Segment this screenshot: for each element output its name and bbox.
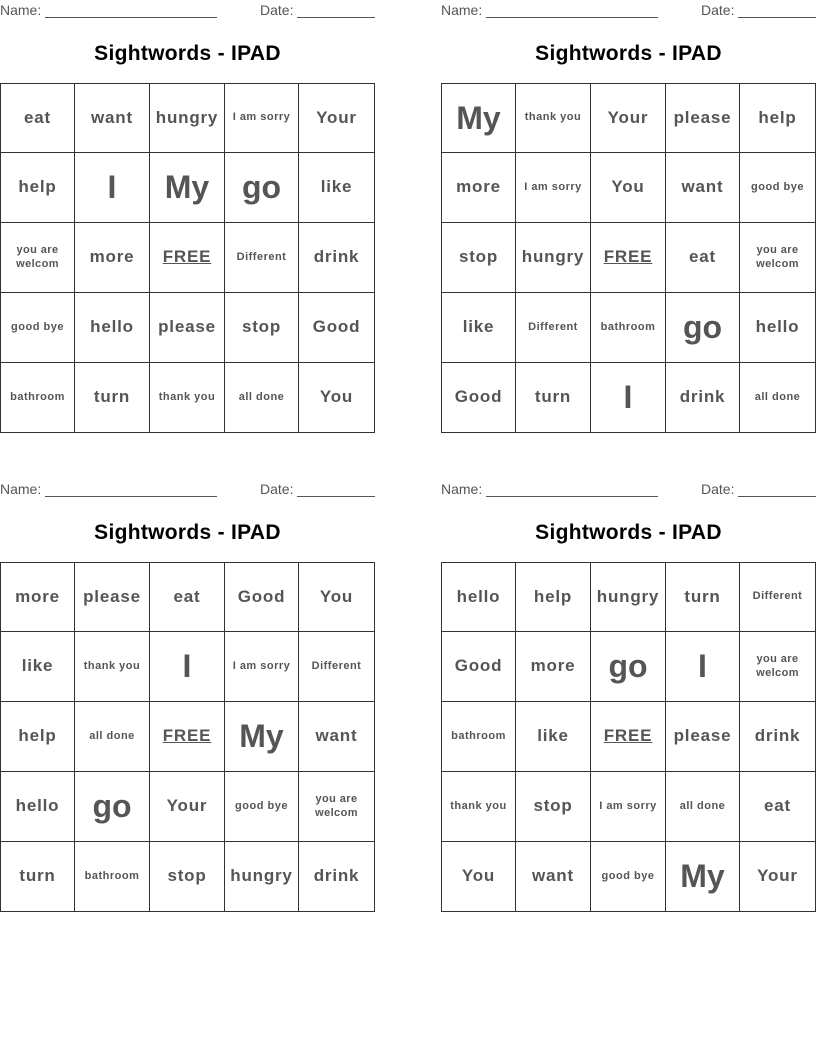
sight-word: Your — [607, 107, 649, 127]
sight-word: My — [239, 718, 284, 755]
sight-word: stop — [167, 866, 207, 886]
sight-word: I am sorry — [232, 659, 291, 672]
bingo-cell — [591, 153, 666, 223]
sight-word: good bye — [11, 320, 64, 333]
date-line — [738, 496, 816, 497]
bingo-cell — [441, 83, 516, 153]
sight-word: My — [164, 169, 210, 206]
sight-word: like — [320, 177, 353, 197]
bingo-cell — [299, 83, 375, 153]
sight-word: thank you — [450, 799, 507, 812]
bingo-cell — [225, 632, 299, 702]
bingo-cell — [225, 223, 299, 293]
bingo-cell — [516, 223, 591, 293]
sight-word: want — [315, 726, 358, 746]
sight-word: You — [461, 866, 496, 886]
bingo-cell — [516, 842, 591, 912]
name-date-row — [0, 481, 375, 499]
bingo-cell — [740, 83, 816, 153]
bingo-cell — [591, 562, 666, 632]
bingo-cell — [441, 223, 516, 293]
bingo-cell — [150, 562, 225, 632]
bingo-cell — [591, 83, 666, 153]
card-title: Sightwords - IPAD — [94, 42, 281, 65]
bingo-cell — [591, 223, 666, 293]
bingo-cell — [0, 223, 75, 293]
date-line — [297, 17, 375, 18]
sight-word: help — [18, 177, 57, 197]
bingo-cell — [441, 363, 516, 433]
sight-word: I — [623, 379, 633, 416]
sight-word: hello — [456, 586, 501, 606]
bingo-cell — [0, 293, 75, 363]
sight-word: stop — [458, 247, 499, 267]
bingo-cell — [150, 772, 225, 842]
bingo-cell — [75, 83, 150, 153]
bingo-cell — [0, 772, 75, 842]
bingo-cell — [225, 293, 299, 363]
sight-word: eat — [764, 796, 791, 816]
bingo-cell — [516, 562, 591, 632]
bingo-cell — [0, 363, 75, 433]
sight-word: hello — [90, 317, 134, 337]
sight-word: go — [682, 309, 723, 346]
bingo-cell — [150, 702, 225, 772]
sight-word: turn — [534, 387, 572, 407]
bingo-cell — [441, 153, 516, 223]
sight-word: Good — [237, 586, 286, 606]
bingo-cell — [150, 83, 225, 153]
sight-word: help — [18, 726, 57, 746]
sight-word: more — [89, 247, 135, 267]
bingo-cell — [516, 83, 591, 153]
sight-word: more — [456, 177, 501, 197]
sight-word: turn — [19, 866, 56, 886]
bingo-grid — [0, 562, 375, 912]
sight-word: My — [456, 99, 501, 136]
sight-word: good bye — [751, 180, 804, 193]
bingo-cell — [225, 83, 299, 153]
sight-word: drink — [313, 247, 360, 267]
sight-word: I am sorry — [232, 111, 291, 124]
bingo-cell — [150, 632, 225, 702]
sight-word: I — [182, 648, 192, 685]
sight-word: go — [241, 169, 282, 206]
sight-word: help — [758, 107, 797, 127]
bingo-cell — [75, 632, 150, 702]
bingo-cell — [666, 293, 740, 363]
sight-word: you are welcom — [16, 244, 59, 270]
sight-word: all done — [89, 729, 135, 742]
sight-word: Good — [454, 387, 503, 407]
free-space-label: FREE — [603, 247, 653, 267]
sight-word: You — [611, 177, 645, 197]
bingo-cell — [441, 562, 516, 632]
sight-word: turn — [93, 387, 131, 407]
bingo-cell — [299, 153, 375, 223]
bingo-cell — [150, 153, 225, 223]
bingo-grid — [0, 83, 375, 433]
sight-word: I am sorry — [524, 180, 582, 193]
bingo-cell — [740, 772, 816, 842]
bingo-cell — [75, 702, 150, 772]
sight-word: all done — [754, 390, 801, 403]
name-line — [486, 496, 658, 497]
bingo-cell — [150, 363, 225, 433]
date-label: Date: — [701, 2, 735, 18]
bingo-cell — [299, 702, 375, 772]
bingo-cell — [666, 842, 740, 912]
bingo-cell — [299, 842, 375, 912]
bingo-cell — [75, 772, 150, 842]
sight-word: Good — [312, 317, 361, 337]
bingo-cell — [299, 293, 375, 363]
sight-word: drink — [313, 866, 360, 886]
bingo-cell — [740, 632, 816, 702]
bingo-cell — [740, 153, 816, 223]
name-date-row — [0, 2, 375, 20]
bingo-cell — [591, 702, 666, 772]
name-label: Name: — [441, 2, 483, 18]
sight-word: help — [533, 586, 573, 606]
bingo-cell — [299, 363, 375, 433]
sight-word: eat — [689, 247, 716, 267]
sight-word: want — [91, 107, 133, 127]
sight-word: you are welcom — [756, 653, 799, 679]
sight-word: turn — [684, 586, 721, 606]
card-title: Sightwords - IPAD — [535, 521, 722, 544]
sight-word: bathroom — [600, 320, 656, 333]
sight-word: drink — [754, 726, 801, 746]
name-label: Name: — [441, 481, 483, 497]
bingo-cell — [225, 363, 299, 433]
sight-word: more — [530, 656, 576, 676]
sight-word: eat — [24, 107, 51, 127]
name-line — [45, 17, 217, 18]
sight-word: Different — [528, 320, 578, 333]
name-label: Name: — [0, 2, 42, 18]
bingo-cell — [150, 293, 225, 363]
bingo-cell — [516, 293, 591, 363]
sight-word: you are welcom — [315, 793, 358, 819]
sight-word: hungry — [596, 586, 660, 606]
bingo-cell — [441, 702, 516, 772]
bingo-cell — [299, 772, 375, 842]
sight-word: like — [462, 317, 495, 337]
sight-word: hungry — [230, 866, 293, 886]
sight-word: please — [673, 107, 732, 127]
bingo-cell — [75, 562, 150, 632]
sight-word: bathroom — [451, 729, 506, 742]
sight-word: more — [15, 586, 60, 606]
bingo-cell — [0, 702, 75, 772]
bingo-cell — [0, 632, 75, 702]
bingo-cell — [75, 363, 150, 433]
bingo-cell — [299, 223, 375, 293]
sight-word: Your — [166, 796, 208, 816]
bingo-cell — [299, 562, 375, 632]
name-date-row — [441, 481, 816, 499]
name-line — [45, 496, 217, 497]
bingo-cell — [150, 842, 225, 912]
sight-word: good bye — [601, 869, 655, 882]
bingo-cell — [0, 83, 75, 153]
sight-word: hello — [15, 796, 60, 816]
sight-word: I — [698, 648, 707, 685]
bingo-cell — [0, 842, 75, 912]
sight-word: want — [532, 866, 574, 886]
bingo-cell — [75, 153, 150, 223]
bingo-cell — [225, 772, 299, 842]
bingo-cell — [0, 562, 75, 632]
sight-word: go — [608, 648, 648, 685]
bingo-cell — [441, 842, 516, 912]
bingo-cell — [740, 842, 816, 912]
card-title: Sightwords - IPAD — [535, 42, 722, 65]
name-date-row — [441, 2, 816, 20]
bingo-cell — [225, 702, 299, 772]
bingo-cell — [441, 632, 516, 702]
bingo-cell — [516, 702, 591, 772]
card-title: Sightwords - IPAD — [94, 521, 281, 544]
bingo-grid — [441, 83, 816, 433]
bingo-cell — [740, 562, 816, 632]
sight-word: like — [21, 656, 54, 676]
bingo-cell — [666, 223, 740, 293]
date-label: Date: — [701, 481, 735, 497]
bingo-cell — [666, 702, 740, 772]
bingo-cell — [740, 363, 816, 433]
bingo-cell — [666, 772, 740, 842]
sight-word: thank you — [158, 390, 216, 403]
sight-word: bathroom — [84, 869, 140, 882]
name-line — [486, 17, 658, 18]
sight-word: eat — [173, 586, 201, 606]
bingo-cell — [591, 632, 666, 702]
bingo-cell — [225, 842, 299, 912]
name-label: Name: — [0, 481, 42, 497]
sight-word: thank you — [83, 659, 141, 672]
sight-word: drink — [679, 387, 726, 407]
sight-word: Different — [236, 250, 287, 263]
sight-word: Your — [316, 107, 357, 127]
sight-word: hungry — [521, 247, 585, 267]
bingo-cell — [516, 632, 591, 702]
sight-word: stop — [241, 317, 282, 337]
bingo-cell — [591, 842, 666, 912]
date-line — [297, 496, 375, 497]
date-label: Date: — [260, 2, 294, 18]
bingo-cell — [225, 153, 299, 223]
sight-word: Different — [311, 659, 362, 672]
bingo-cell — [591, 293, 666, 363]
bingo-cell — [225, 562, 299, 632]
free-space-label: FREE — [162, 247, 212, 267]
sight-word: hungry — [155, 107, 219, 127]
bingo-cell — [740, 293, 816, 363]
sight-word: like — [537, 726, 569, 746]
free-space-label: FREE — [162, 726, 212, 746]
bingo-cell — [666, 153, 740, 223]
sight-word: all done — [238, 390, 285, 403]
sight-word: want — [681, 177, 724, 197]
bingo-cell — [516, 153, 591, 223]
sight-word: Good — [454, 656, 503, 676]
bingo-cell — [75, 842, 150, 912]
date-line — [738, 17, 816, 18]
bingo-cell — [299, 632, 375, 702]
bingo-cell — [150, 223, 225, 293]
bingo-grid — [441, 562, 816, 912]
bingo-cell — [740, 223, 816, 293]
sight-word: stop — [533, 796, 573, 816]
sight-word: go — [92, 788, 132, 825]
bingo-cell — [441, 772, 516, 842]
bingo-cell — [666, 83, 740, 153]
sight-word: all done — [679, 799, 726, 812]
bingo-cell — [75, 293, 150, 363]
bingo-cell — [516, 772, 591, 842]
bingo-cell — [516, 363, 591, 433]
sight-word: please — [83, 586, 141, 606]
bingo-cell — [666, 363, 740, 433]
bingo-cell — [75, 223, 150, 293]
bingo-cell — [666, 562, 740, 632]
sight-word: Different — [752, 590, 803, 603]
bingo-cell — [0, 153, 75, 223]
sight-word: You — [319, 586, 354, 606]
sight-word: good bye — [235, 799, 288, 812]
sight-word: you are welcom — [756, 244, 799, 270]
sight-word: Your — [757, 866, 798, 886]
bingo-cell — [591, 772, 666, 842]
sight-word: My — [680, 858, 725, 895]
bingo-cell — [441, 293, 516, 363]
sight-word: bathroom — [10, 390, 65, 403]
bingo-cell — [740, 702, 816, 772]
free-space-label: FREE — [603, 726, 653, 746]
date-label: Date: — [260, 481, 294, 497]
sight-word: I — [107, 169, 117, 206]
sight-word: You — [319, 387, 354, 407]
sight-word: thank you — [524, 111, 582, 124]
sight-word: I am sorry — [599, 799, 657, 812]
sight-word: please — [158, 317, 216, 337]
bingo-cell — [666, 632, 740, 702]
sight-word: please — [673, 726, 732, 746]
bingo-cell — [591, 363, 666, 433]
sight-word: hello — [755, 317, 800, 337]
